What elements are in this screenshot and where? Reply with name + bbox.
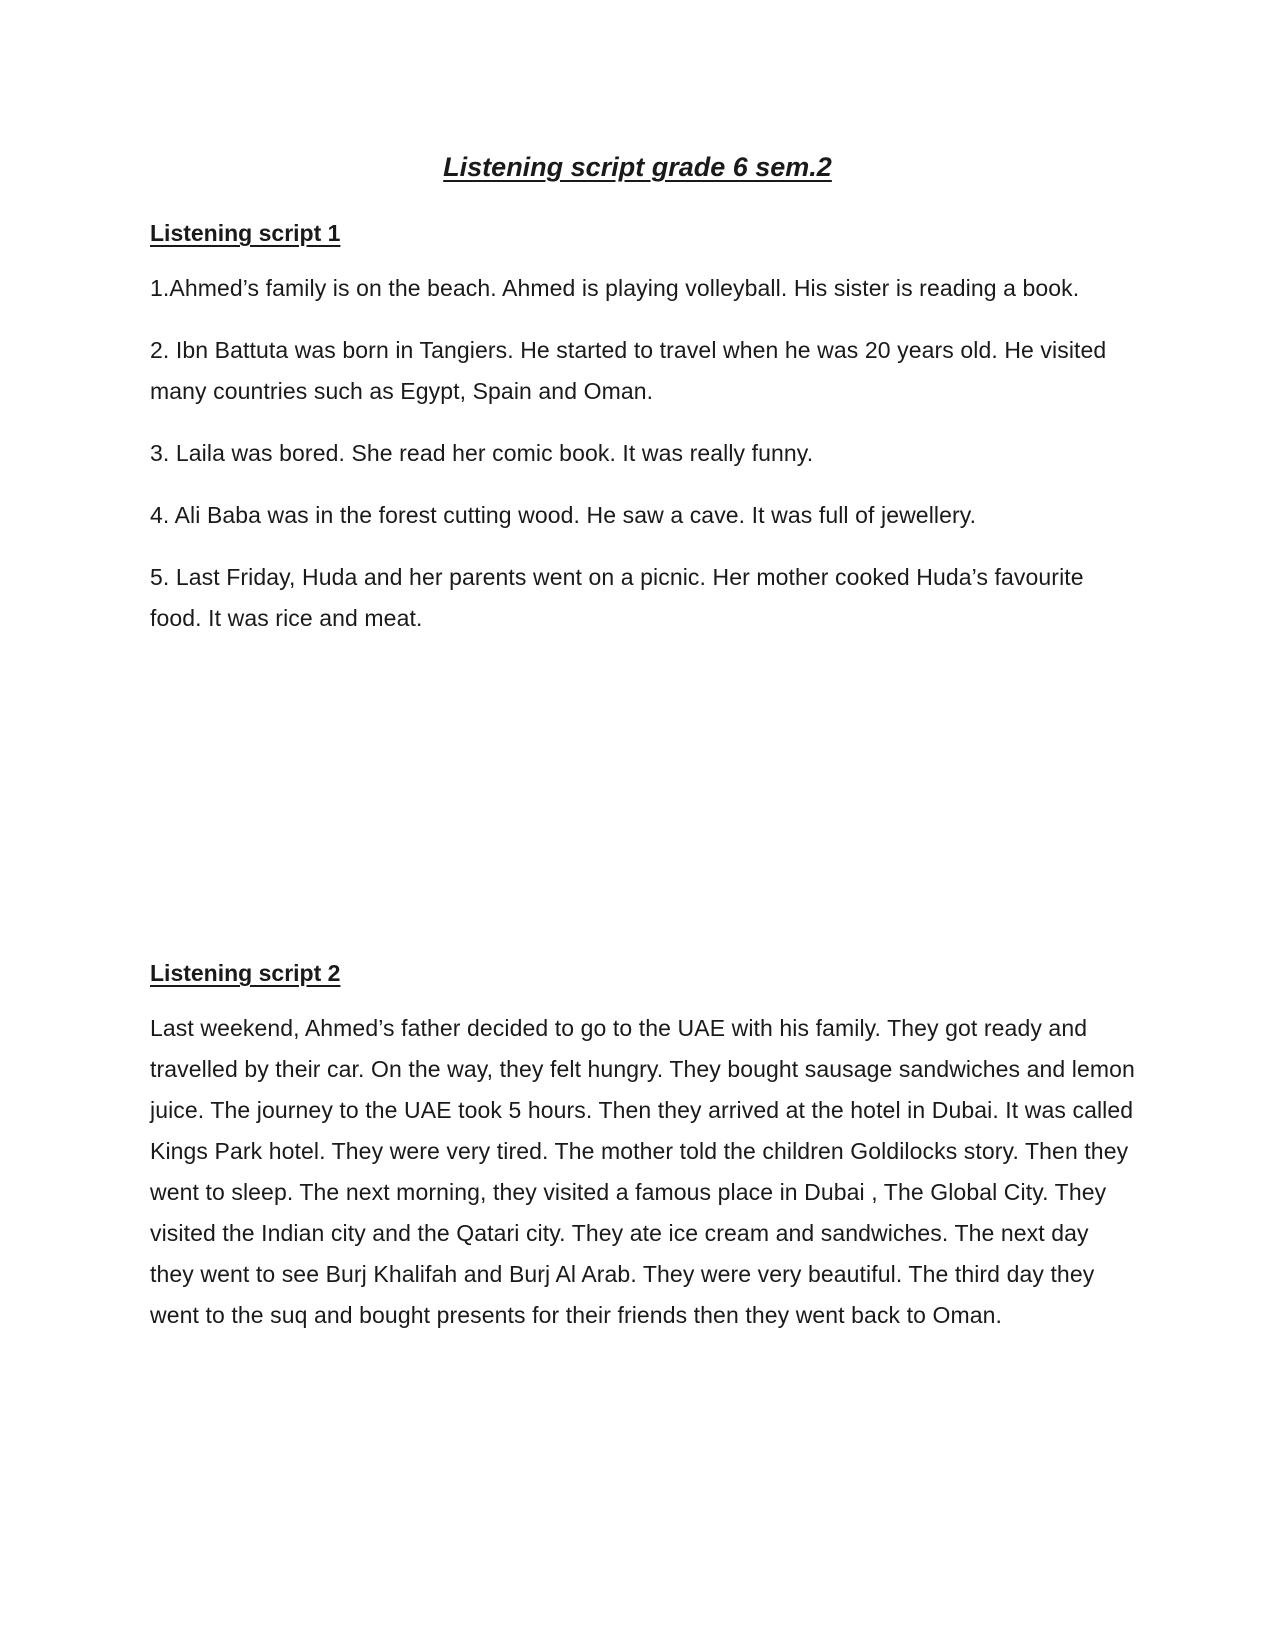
script-item-1: 1.Ahmed’s family is on the beach. Ahmed is playing volleyball. His sister is reading a book. xyxy=(150,275,1080,301)
script-item-4: 4. Ali Baba was in the forest cutting wood. He saw a cave. It was full of jewellery. xyxy=(150,502,977,528)
script-item-3: 3. Laila was bored. She read her comic book. It was really funny. xyxy=(150,440,814,466)
script-item-5: 5. Last Friday, Huda and her parents went on a picnic. Her mother cooked Huda’s favourite food. It was rice and meat. xyxy=(150,564,1084,631)
story-paragraph: Last weekend, Ahmed’s father decided to go to the UAE with his family. They got ready and travelled by their car. On the way, they felt hungry. They bought sausage sandwiches and lemon juice. The journey to the UAE took 5 hours. Then they arrived at the hotel in Dubai. It was called Kings Park hotel. They were very tired. The mother told the children Goldilocks story. Then they went to sleep. The next morning, they visited a famous place in Dubai , The Global City. They visited the Indian city and the Qatari city. They ate ice cream and sandwiches. The next day they went to see Burj Khalifah and Burj Al Arab. They were very beautiful. The third day they went to the suq and bought presents for their friends then they went back to Oman. xyxy=(150,1015,1135,1328)
section-heading: Listening script 1 xyxy=(150,220,341,246)
section-heading: Listening script 2 xyxy=(150,960,341,986)
listening-script-2-section xyxy=(150,958,1135,1357)
script-item-2: 2. Ibn Battuta was born in Tangiers. He started to travel when he was 20 years old. He visited many countries such as Egypt, Spain and Oman. xyxy=(150,337,1107,404)
document-title: Listening script grade 6 sem.2 xyxy=(443,152,832,182)
listening-script-1-section xyxy=(150,218,1135,660)
